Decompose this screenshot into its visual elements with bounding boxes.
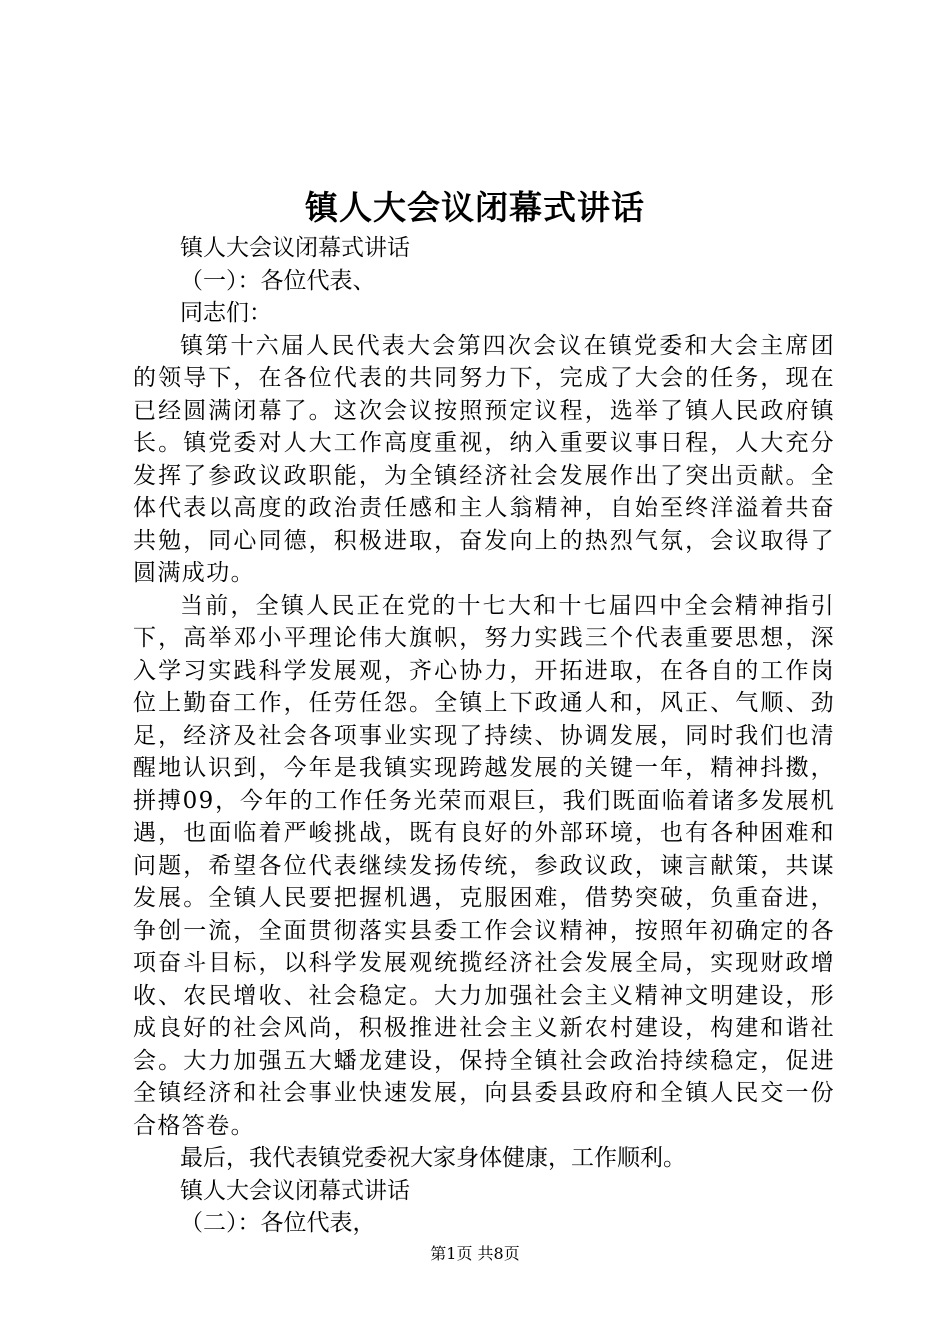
document-title: 镇人大会议闭幕式讲话 xyxy=(305,188,645,227)
body-paragraph-1: 镇第十六届人民代表大会第四次会议在镇党委和大会主席团的领导下，在各位代表的共同努力下，完成了大会的任务，现在已经圆满闭幕了。这次会议按照预定议程，选举了镇人民政府镇长。镇党委对人大工作高度重视，纳入重要议事日程，人大充分发挥了参政议政职能，为全镇经济社会发展作出了突出贡献。全体代表以高度的政治责任感和主人翁精神，自始至终洋溢着共奋共勉，同心同德，积极进取，奋发向上的热烈气氛，会议取得了圆满成功。 xyxy=(133,332,835,586)
section-heading-1: 镇人大会议闭幕式讲话 xyxy=(180,235,410,261)
salutation-line-1: （一）：各位代表、 xyxy=(180,267,376,294)
salutation-line-2: 同志们： xyxy=(180,300,272,326)
document-body xyxy=(133,232,835,1240)
page-footer: 第1页 共8页 xyxy=(430,1244,520,1263)
section-heading-2: 镇人大会议闭幕式讲话 xyxy=(180,1177,410,1204)
closing-line: 最后，我代表镇党委祝大家身体健康，工作顺利。 xyxy=(180,1145,686,1171)
body-paragraph-2: 当前，全镇人民正在党的十七大和十七届四中全会精神指引下，高举邓小平理论伟大旗帜，努力实践三个代表重要思想，深入学习实践科学发展观，齐心协力，开拓进取，在各自的工作岗位上勤奋工作，任劳任怨。全镇上下政通人和，风正、气顺、劲足，经济及社会各项事业实现了持续、协调发展，同时我们也清醒地认识到，今年是我镇实现跨越发展的关键一年，精神抖擞，拼搏09，今年的工作任务光荣而艰巨，我们既面临着诸多发展机遇，也面临着严峻挑战，既有良好的外部环境，也有各种困难和问题，希望各位代表继续发扬传统，参政议政，谏言献策，共谋发展。全镇人民要把握机遇，克服困难，借势突破，负重奋进，争创一流，全面贯彻落实县委工作会议精神，按照年初确定的各项奋斗目标，以科学发展观统揽经济社会发展全局，实现财政增收、农民增收、社会稳定。大力加强社会主义精神文明建设，形成良好的社会风尚，积极推进社会主义新农村建设，构建和谐社会。大力加强五大蟠龙建设，保持全镇社会政治持续稳定，促进全镇经济和社会事业快速发展，向县委县政府和全镇人民交一份合格答卷。 xyxy=(133,592,835,1139)
salutation-line-3: （二）：各位代表， xyxy=(180,1210,376,1236)
